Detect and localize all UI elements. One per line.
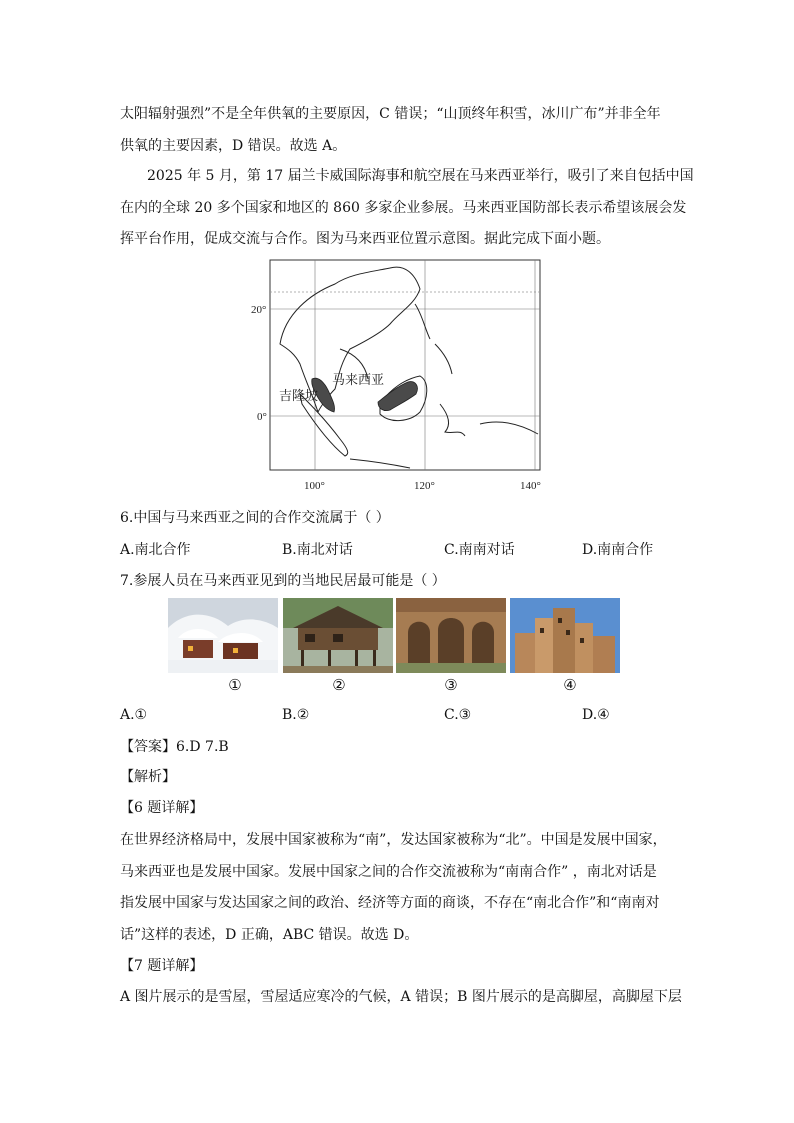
q6-option-c: C.南南对话 <box>444 542 515 558</box>
sub6-title: 【6 题详解】 <box>120 800 204 816</box>
image-number-3: ③ <box>444 676 458 694</box>
answer-line: 【答案】6.D 7.B <box>120 739 229 755</box>
q6-option-b: B.南北对话 <box>282 542 353 558</box>
lon-label-100: 100° <box>304 480 325 492</box>
image-number-2: ② <box>332 676 346 694</box>
image-number-4: ④ <box>563 676 577 694</box>
q7-option-d: D.④ <box>582 707 610 723</box>
sub6-line-1: 在世界经济格局中，发展中国家被称为“南”，发达国家被称为“北”。中国是发展中国家， <box>120 832 667 848</box>
q6-stem: 6.中国与马来西亚之间的合作交流属于（ ） <box>120 510 390 526</box>
snow-house-photo <box>168 598 278 673</box>
lon-label-120: 120° <box>414 480 435 492</box>
analysis-title: 【解析】 <box>120 769 176 785</box>
passage-line-3: 挥平台作用，促成交流与合作。图为马来西亚位置示意图。据此完成下面小题。 <box>120 231 610 247</box>
map-label-capital: 吉隆坡 <box>279 388 319 403</box>
image-number-1: ① <box>228 676 242 694</box>
sub6-line-3: 指发展中国家与发达国家之间的政治、经济等方面的商谈，不存在“南北合作”和“南南对 <box>120 895 660 911</box>
passage-line-2: 在内的全球 20 多个国家和地区的 860 多家企业参展。马来西亚国防部长表示希望该展会发 <box>120 200 687 216</box>
sub7-line-1: A 图片展示的是雪屋，雪屋适应寒冷的气候，A 错误；B 图片展示的是高脚屋，高脚屋下层 <box>120 989 682 1005</box>
passage-line-1: 2025 年 5 月，第 17 届兰卡威国际海事和航空展在马来西亚举行，吸引了来自包括中国 <box>147 168 694 184</box>
intro-line-1: 太阳辐射强烈”不是全年供氧的主要原因，C 错误；“山顶终年积雪，冰川广布”并非全年 <box>120 106 661 122</box>
q7-option-a: A.① <box>120 707 148 723</box>
lat-label-20: 20° <box>251 304 267 316</box>
q7-option-c: C.③ <box>444 707 472 723</box>
intro-line-2: 供氧的主要因素，D 错误。故选 A。 <box>120 138 347 154</box>
q7-option-b: B.② <box>282 707 310 723</box>
map-label-country: 马来西亚 <box>332 372 385 387</box>
cave-dwelling-photo <box>396 598 506 673</box>
stilt-house-photo <box>283 598 393 673</box>
lon-label-140: 140° <box>520 480 541 492</box>
malaysia-location-map <box>240 254 550 494</box>
q6-option-a: A.南北合作 <box>120 542 191 558</box>
q6-option-d: D.南南合作 <box>582 542 654 558</box>
sub6-line-2: 马来西亚也是发展中国家。发展中国家之间的合作交流被称为“南南合作” ，南北对话是 <box>120 864 657 880</box>
mud-tower-house-photo <box>510 598 620 673</box>
lat-label-0: 0° <box>257 411 267 423</box>
q7-stem: 7.参展人员在马来西亚见到的当地民居最可能是（ ） <box>120 573 446 589</box>
sub7-title: 【7 题详解】 <box>120 958 204 974</box>
sub6-line-4: 话”这样的表述，D 正确，ABC 错误。故选 D。 <box>120 927 419 943</box>
